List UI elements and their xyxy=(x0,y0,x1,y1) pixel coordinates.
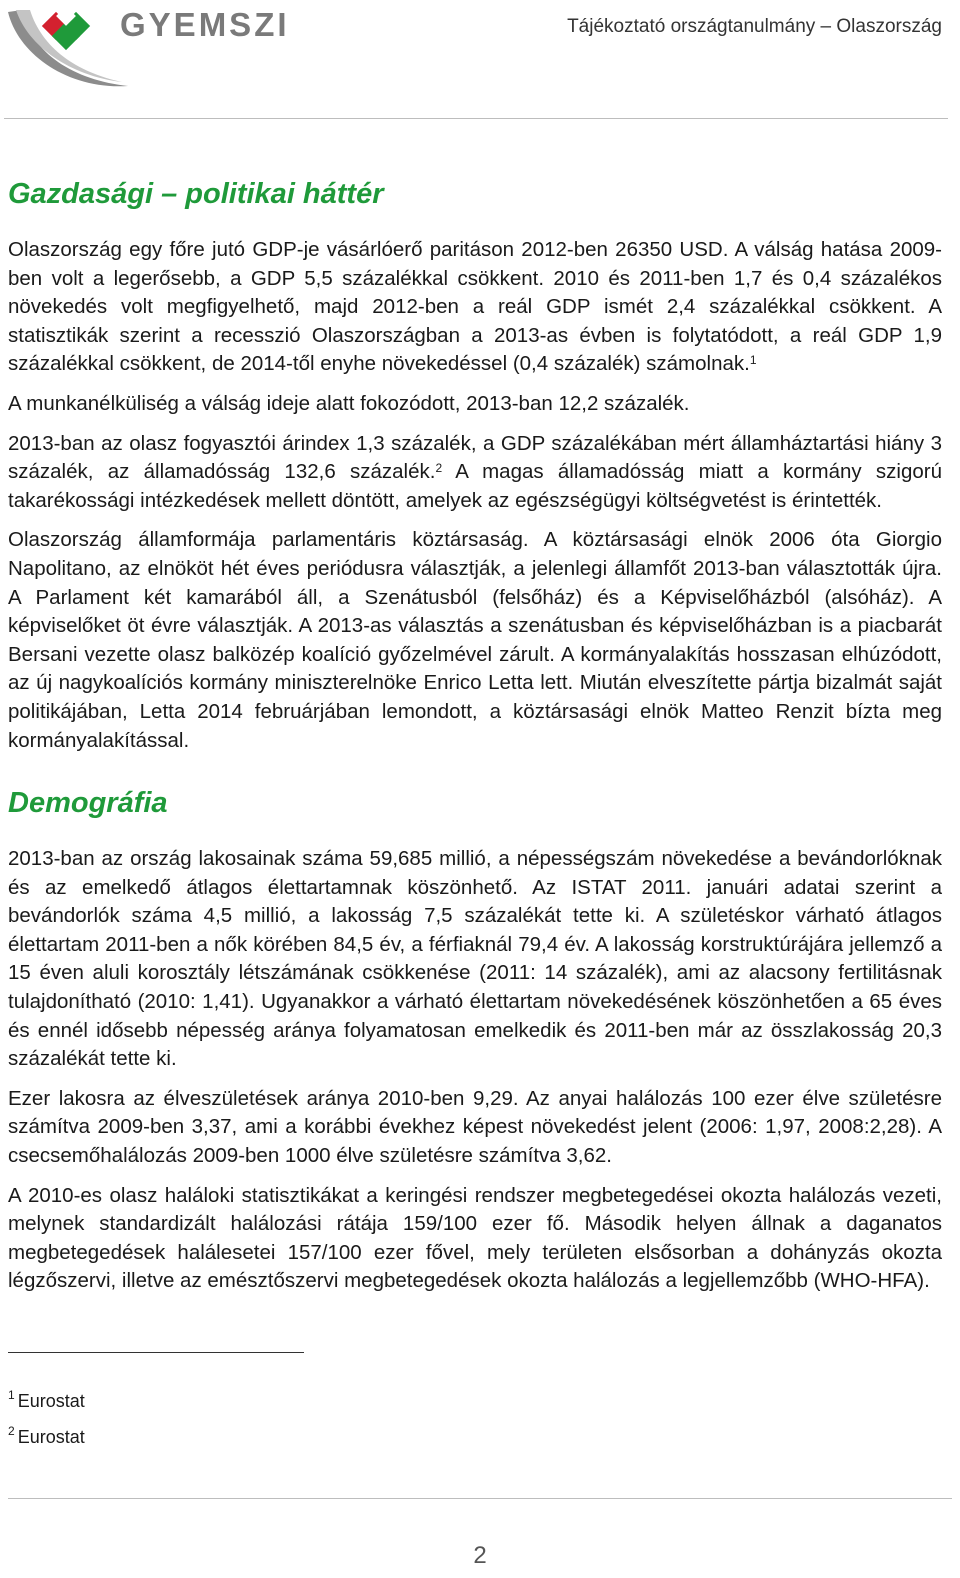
gyemszi-logo xyxy=(4,2,304,96)
paragraph-fiscal-text-b: A magas államadósság miatt a kormány szigorú takarékossági intézkedések mellett döntött, amelyek az egészségügyi költségvetést is érintették. xyxy=(8,460,942,512)
footer-divider xyxy=(8,1498,952,1499)
paragraph-fiscal-text-a: 2013-ban az olasz fogyasztói árindex 1,3 százalék, a GDP százalékában mért államháztartási hiány 3 százalék, az államadósság 132,6 százalék. xyxy=(8,431,942,484)
paragraph-fiscal xyxy=(8,430,942,516)
logo-text: GYEMSZI xyxy=(120,6,290,43)
paragraph-mortality: A 2010-es olasz haláloki statisztikákat a keringési rendszer megbetegedései okozta halálozás vezeti, melynek standardizált halálozási rátája 159/100 ezer fő. Második helyen állnak a daganatos megbetegedések halálesetei 157/100 ezer fővel, mely területen elsősorban a dohányzás okozta légzőszervi, illetve az emésztőszervi megbetegedések okozta halálozás a legjellemzőbb (WHO-HFA). xyxy=(8,1183,942,1293)
footnote-ref-2[interactable]: 2 xyxy=(435,461,443,476)
section-heading-demography: Demográfia xyxy=(8,787,168,820)
footnote-text: Eurostat xyxy=(17,1427,85,1447)
footnote-number: 2 xyxy=(8,1424,15,1438)
footnote-ref-1[interactable]: 1 xyxy=(749,353,757,368)
footnote-number: 1 xyxy=(8,1388,15,1402)
footnotes xyxy=(8,1390,85,1462)
logo-swoosh-icon xyxy=(4,2,134,96)
paragraph-gdp-text: Olaszország egy főre jutó GDP-je vásárlóerő paritáson 2012-ben 26350 USD. A válság hatása 2009-ben volt a legerősebb, a GDP 5,5 százalékkal csökkent. 2010 és 2011-ben 1,7 és 0,4 százalékos növekedés volt megfigyelhető, majd 2012-ben a reál GDP ismét 2,4 százalékkal csökkent. A statisztikák szerint a recesszió Olaszországban a 2013-as évben is folytatódott, a reál GDP 1,9 százalékkal csökkent, de 2014-től enyhe növekedéssel (0,4 százalék) számolnak. xyxy=(8,238,942,376)
footnote-divider xyxy=(8,1352,304,1353)
footnote-item xyxy=(8,1426,85,1462)
page-number: 2 xyxy=(473,1542,487,1569)
paragraph-population: 2013-ban az ország lakosainak száma 59,685 millió, a népességszám növekedése a bevándorlóknak és az emelkedő átlagos élettartamnak köszönhető. Az ISTAT 2011. januári adatai szerint a bevándorlók száma 4,5 millió, a lakosság 7,5 százalékát tette ki. A születéskor várható átlagos élettartam 2011-ben a nők körében 84,5 év, a férfiaknál 79,4 év. A lakosság korstruktúrájára jellemző a 15 éven aluli korosztály létszámának csökkenése (2011: 14 százalék), ami az alacsony fertilitásnak tulajdonítható (2010: 1,41). Ugyanakkor a várható élettartam növekedésének köszönhetően a 65 éves és ennél idősebb népesség aránya folyamatosan emelkedik és 2011-ben már az összlakosság 20,3 százalékát tette ki. xyxy=(8,847,942,1071)
paragraph-gdp xyxy=(8,236,942,379)
section-heading-politics: Gazdasági – politikai háttér xyxy=(8,178,384,210)
footnote-text: Eurostat xyxy=(17,1391,85,1411)
header-divider xyxy=(4,118,948,119)
paragraph-government: Olaszország államformája parlamentáris köztársaság. A köztársasági elnök 2006 óta Giorgio Napolitano, az elnököt hét éves periódusra választják, a jelenlegi államfőt 2013-ban választották újra. A Parlament két kamarából áll, a Szenátusból (felsőház) és a Képviselőházból (alsóház). A képviselőket öt évre választják. A 2013-as választás a szenátusban és képviselőházban is a piacbarát Bersani vezette olasz balközép koalíció győzelmével zárult. A kormányalakítás hosszasan elhúzódott, az új nagykoalíciós kormány miniszterelnöke Enrico Letta lett. Miután elveszítette pártja bizalmát saját politikájában, Letta 2014 februárjában lemondott, a köztársasági elnök Matteo Renzit bízta meg kormányalakítással. xyxy=(8,528,942,752)
header-title: Tájékoztató országtanulmány – Olaszország xyxy=(567,16,942,37)
paragraph-unemployment: A munkanélküliség a válság ideje alatt fokozódott, 2013-ban 12,2 százalék. xyxy=(8,391,690,415)
main-content xyxy=(8,172,942,1296)
footnote-item xyxy=(8,1390,85,1426)
paragraph-births: Ezer lakosra az élveszületések aránya 2010-ben 9,29. Az anyai halálozás 100 ezer élve születésre számítva 2009-ben 3,37, ami a korábbi évekhez képest növekedést jelent (2006: 1,97, 2008:2,28). A csecsemőhalálozás 2009-ben 1000 élve születésre számítva 3,62. xyxy=(8,1086,942,1168)
